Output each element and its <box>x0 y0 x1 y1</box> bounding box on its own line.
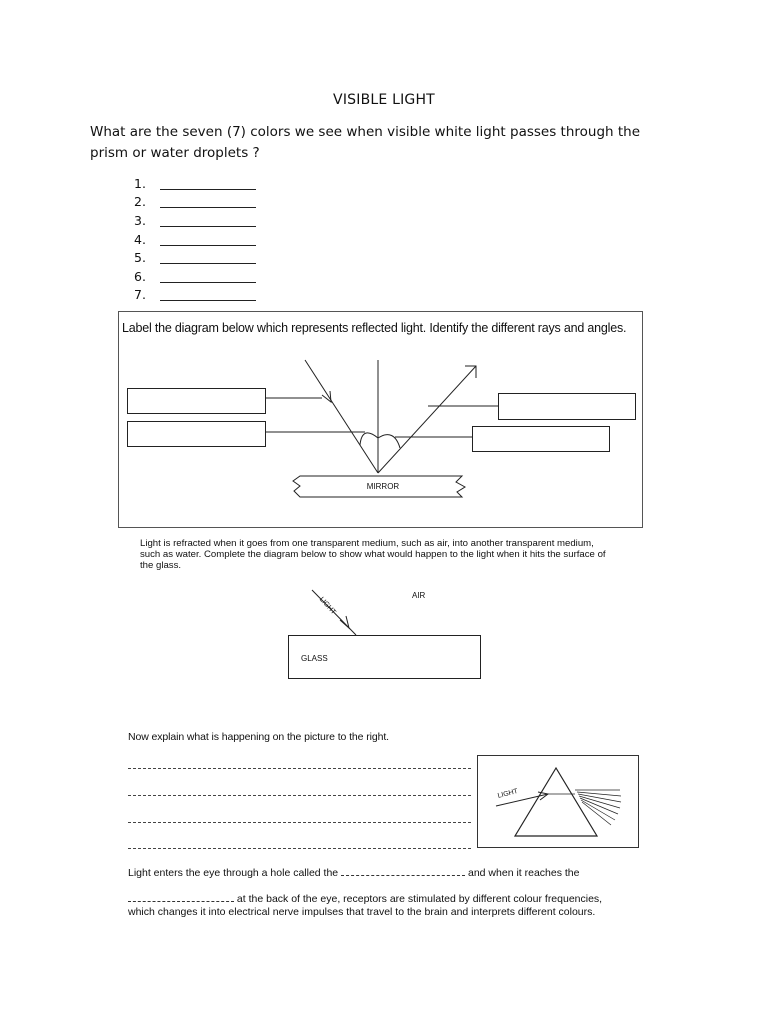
list-item: 7. <box>134 286 256 305</box>
colors-question: What are the seven (7) colors we see when visible white light passes through the prism or water droplets ? <box>90 124 641 161</box>
list-item: 4. <box>134 230 256 249</box>
reflection-instruction: Label the diagram below which represents reflected light. Identify the different rays and angles. <box>122 321 627 335</box>
retina-blank[interactable] <box>128 893 234 902</box>
list-item: 1. <box>134 174 256 193</box>
mirror-label: MIRROR <box>366 482 400 491</box>
prism-instruction: Now explain what is happening on the picture to the right. <box>128 731 389 743</box>
page-title: VISIBLE LIGHT <box>333 92 435 108</box>
list-item: 3. <box>134 211 256 230</box>
list-item: 5. <box>134 248 256 267</box>
spectrum-ray <box>577 792 621 796</box>
list-item: 2. <box>134 193 256 212</box>
eye-sentence-line-1: Light enters the eye through a hole called the and when it reaches the <box>128 867 580 879</box>
pupil-blank[interactable] <box>341 867 465 876</box>
refraction-instruction: Light is refracted when it goes from one transparent medium, such as air, into another transparent medium, such as water. Complete the diagram below to show what would happen to the light when it hits the surface of the glass. <box>140 538 606 571</box>
glass-label: GLASS <box>301 654 328 663</box>
eye-sentence-line-2: at the back of the eye, receptors are stimulated by different colour frequencies, which changes it into electrical nerve impulses that travel to the brain and interprets different colours. <box>128 893 603 918</box>
list-item: 6. <box>134 267 256 286</box>
refraction-light-label: LIGHT <box>317 596 337 617</box>
air-label: AIR <box>412 591 426 600</box>
prism-light-label: LIGHT <box>497 788 519 800</box>
